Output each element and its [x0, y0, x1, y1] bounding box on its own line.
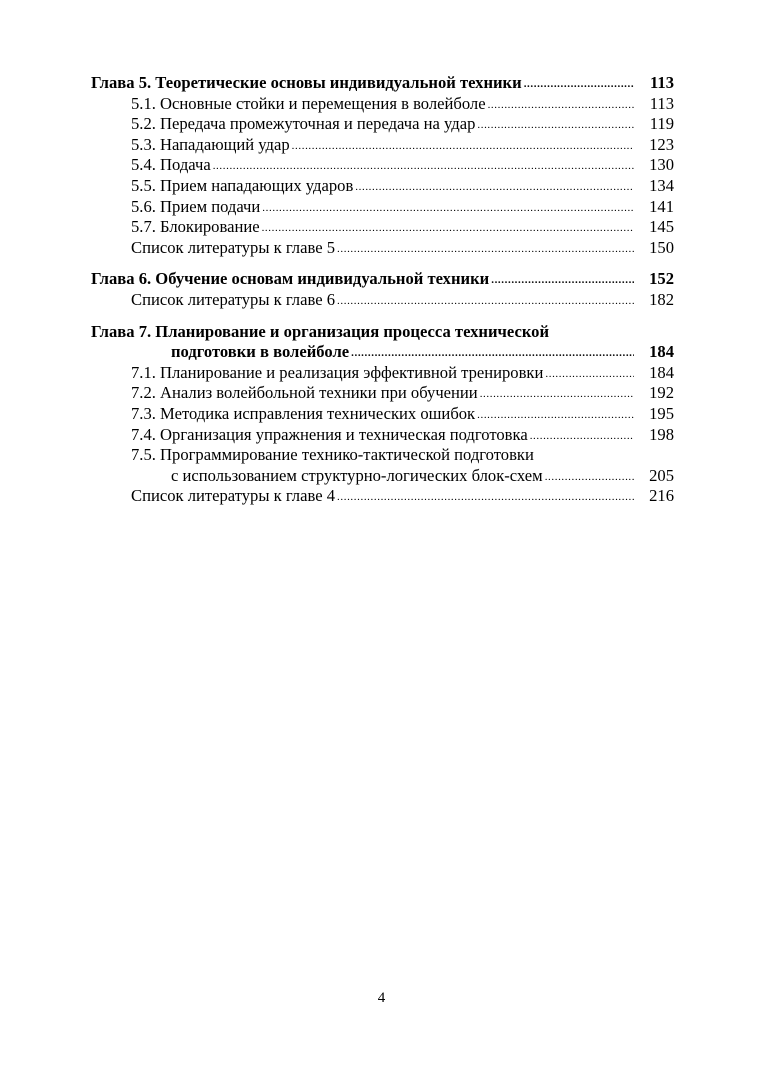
- toc-page-number: 130: [649, 155, 674, 175]
- toc-chapter-title: Глава 5. Теоретические основы индивидуальной техники: [91, 73, 522, 92]
- footer-page-number: 4: [377, 990, 386, 1006]
- toc-entry-label: 7.5. Программирование технико-тактической подготовки: [131, 445, 534, 465]
- toc-entry-label: 7.4. Организация упражнения и техническая подготовка: [131, 424, 528, 444]
- toc-entry-7-1[interactable]: [91, 363, 674, 384]
- leader-dots: [262, 198, 634, 219]
- toc-entry-label: 5.2. Передача промежуточная и передача на удар: [131, 114, 476, 134]
- toc-entry-label: 7.2. Анализ волейбольной техники при обучении: [131, 383, 478, 403]
- toc-page-number: 192: [649, 383, 674, 403]
- leader-dots: [477, 115, 634, 136]
- toc-entry-label-continued: с использованием структурно-логических блок-схем: [171, 465, 543, 485]
- toc-page-number: 182: [649, 289, 674, 309]
- leader-dots: [524, 74, 634, 95]
- leader-dots: [545, 364, 634, 385]
- toc-entry-label: 5.6. Прием подачи: [131, 196, 261, 216]
- toc-page-number: 123: [649, 134, 674, 154]
- toc-entry-7-5-line-2[interactable]: [91, 466, 674, 487]
- toc-page-number: 216: [649, 486, 674, 506]
- toc-entry-label: 7.3. Методика исправления технических ошибок: [131, 403, 476, 423]
- toc-page-number: 119: [649, 114, 674, 134]
- toc-entry-7-3[interactable]: [91, 404, 674, 425]
- toc-entry-label: 7.1. Планирование и реализация эффективной тренировки: [131, 362, 544, 382]
- toc-page-number: 141: [649, 196, 674, 216]
- toc-entry-7-4[interactable]: [91, 425, 674, 446]
- toc-page-number: 113: [649, 93, 674, 113]
- toc-page-number: 198: [649, 424, 674, 444]
- toc-page-number: 195: [649, 403, 674, 423]
- leader-dots: [292, 136, 634, 157]
- toc-entry-label: 5.3. Нападающий удар: [131, 134, 290, 154]
- toc-chapter-6[interactable]: [91, 269, 674, 290]
- toc-entry-label: Список литературы к главе 4: [131, 486, 336, 506]
- toc-page-number: 145: [649, 217, 674, 237]
- leader-dots: [337, 239, 634, 260]
- toc-entry-5-6[interactable]: [91, 197, 674, 218]
- leader-dots: [351, 343, 634, 364]
- toc-entry-5-1[interactable]: [91, 94, 674, 115]
- leader-dots: [337, 291, 634, 312]
- toc-entry-references-5[interactable]: [91, 238, 674, 259]
- leader-dots: [491, 270, 634, 291]
- toc-chapter-5[interactable]: [91, 73, 674, 94]
- toc-page-number: 184: [649, 362, 674, 382]
- leader-dots: [477, 405, 634, 426]
- toc-page-number: 113: [650, 73, 674, 92]
- toc-entry-label: 5.7. Блокирование: [131, 217, 260, 237]
- toc-entry-5-5[interactable]: [91, 176, 674, 197]
- toc-entry-label: Список литературы к главе 6: [131, 289, 336, 309]
- toc-page-number: 184: [649, 342, 674, 362]
- toc-chapter-title: Глава 6. Обучение основам индивидуальной техники: [91, 269, 490, 289]
- toc-entry-7-2[interactable]: [91, 383, 674, 404]
- section-spacer: [91, 311, 674, 322]
- toc-entry-label: Список литературы к главе 5: [131, 237, 336, 257]
- leader-dots: [488, 95, 634, 116]
- toc-entry-references-6[interactable]: [91, 290, 674, 311]
- toc-entry-5-7[interactable]: [91, 217, 674, 238]
- toc-chapter-title-continued: подготовки в волейболе: [171, 342, 350, 362]
- toc-entry-label: 5.1. Основные стойки и перемещения в волейболе: [131, 93, 486, 113]
- toc-entry-5-4[interactable]: [91, 155, 674, 176]
- toc-entry-label: 5.5. Прием нападающих ударов: [131, 175, 354, 195]
- toc-chapter-7-line-2[interactable]: [91, 342, 674, 363]
- leader-dots: [530, 426, 634, 447]
- toc-entry-label: 5.4. Подача: [131, 155, 211, 175]
- toc-page-number: 152: [649, 269, 674, 289]
- leader-dots: [262, 218, 634, 239]
- toc-chapter-7-line-1[interactable]: [91, 322, 674, 343]
- section-spacer: [91, 258, 674, 269]
- leader-dots: [337, 487, 634, 508]
- toc-entry-references-7[interactable]: [91, 486, 674, 507]
- toc-entry-7-5-line-1[interactable]: [91, 445, 674, 466]
- leader-dots: [480, 384, 634, 405]
- leader-dots: [355, 177, 634, 198]
- toc-chapter-title: Глава 7. Планирование и организация процесса технической: [91, 321, 550, 341]
- toc-page-number: 134: [649, 175, 674, 195]
- leader-dots: [213, 156, 634, 177]
- table-of-contents: [91, 73, 674, 507]
- toc-entry-5-2[interactable]: [91, 114, 674, 135]
- toc-page-number: 205: [649, 465, 674, 485]
- toc-entry-5-3[interactable]: [91, 135, 674, 156]
- leader-dots: [545, 467, 634, 488]
- toc-page-number: 150: [649, 237, 674, 257]
